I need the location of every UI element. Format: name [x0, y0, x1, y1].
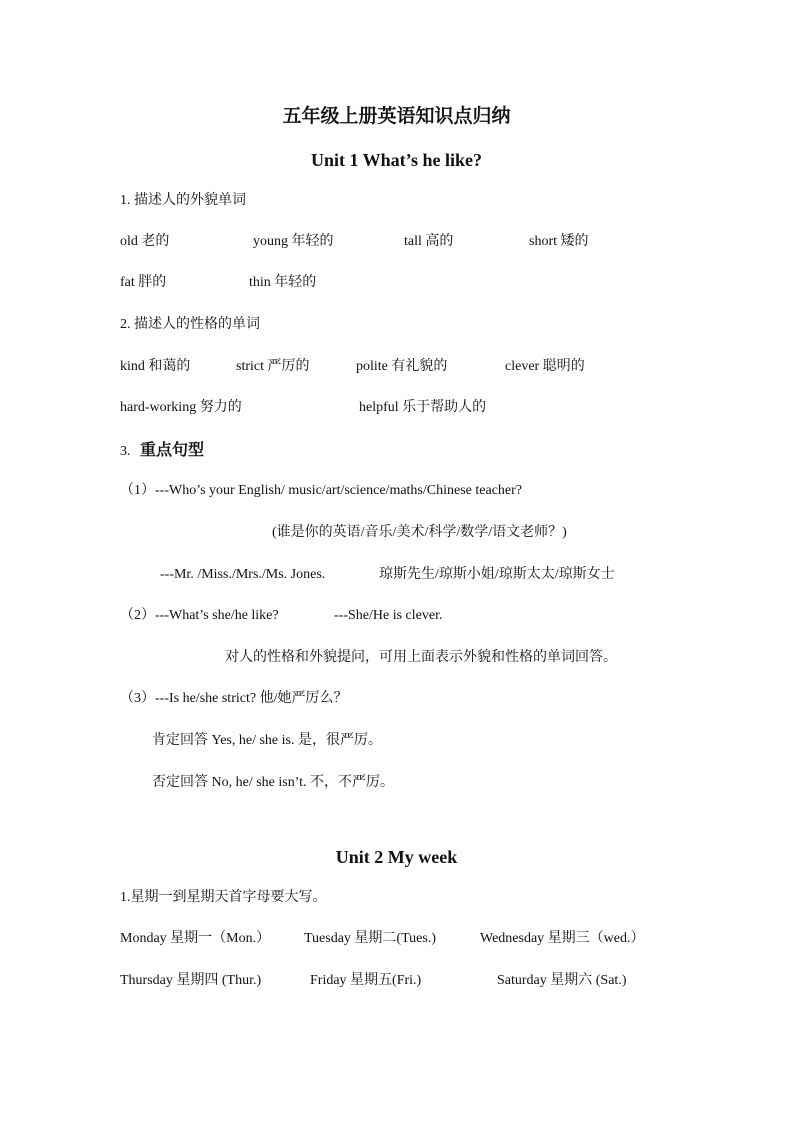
sentence3-yes-answer: 肯定回答 Yes, he/ she is. 是，很严厉。 — [152, 733, 382, 748]
sentence1-question: （1）---Who’s your English/ music/art/science/maths/Chinese teacher? — [120, 483, 522, 498]
sentence2-answer: ---She/He is clever. — [334, 608, 443, 623]
word-tall: tall 高的 — [404, 234, 454, 249]
day-friday: Friday 星期五(Fri.) — [310, 973, 422, 988]
sentence2-note: 对人的性格和外貌提问，可用上面表示外貌和性格的单词回答。 — [225, 650, 617, 665]
word-young: young 年轻的 — [253, 234, 334, 249]
section3-number: 3. — [120, 444, 131, 459]
day-tuesday: Tuesday 星期二(Tues.) — [304, 931, 436, 946]
word-clever: clever 聪明的 — [505, 359, 585, 374]
unit1-section3-heading — [120, 441, 204, 462]
word-strict: strict 严厉的 — [236, 359, 310, 374]
word-kind: kind 和蔼的 — [120, 359, 191, 374]
word-old: old 老的 — [120, 234, 170, 249]
page-title: 五年级上册英语知识点归纳 — [282, 106, 511, 127]
day-thursday: Thursday 星期四 (Thur.) — [120, 973, 262, 988]
sentence2-question: （2）---What’s she/he like? — [120, 608, 279, 623]
section3-label: 重点句型 — [140, 442, 205, 459]
sentence1-answer-en: ---Mr. /Miss./Mrs./Ms. Jones. — [160, 567, 326, 582]
unit1-heading: Unit 1 What’s he like? — [310, 150, 483, 170]
unit1-section2-heading: 2. 描述人的性格的单词 — [120, 317, 260, 332]
sentence1-answer-cn: 琼斯先生/琼斯小姐/琼斯太太/琼斯女士 — [379, 567, 615, 582]
word-short: short 矮的 — [529, 234, 589, 249]
day-wednesday: Wednesday 星期三（wed.） — [480, 931, 645, 946]
sentence3-no-answer: 否定回答 No, he/ she isn’t. 不，不严厉。 — [152, 775, 395, 790]
sentence1-translation: (谁是你的英语/音乐/美术/科学/数学/语文老师？) — [272, 525, 567, 540]
unit1-section1-heading: 1. 描述人的外貌单词 — [120, 193, 246, 208]
unit2-heading: Unit 2 My week — [335, 847, 458, 867]
unit2-section1-heading: 1.星期一到星期天首字母要大写。 — [120, 890, 327, 905]
word-fat: fat 胖的 — [120, 275, 167, 290]
sentence3-question: （3）---Is he/she strict? 他/她严厉么？ — [120, 691, 348, 706]
word-polite: polite 有礼貌的 — [356, 359, 448, 374]
day-monday: Monday 星期一（Mon.） — [120, 931, 271, 946]
word-helpful: helpful 乐于帮助人的 — [359, 400, 487, 415]
word-thin: thin 年轻的 — [249, 275, 317, 290]
word-hard-working: hard-working 努力的 — [120, 400, 242, 415]
day-saturday: Saturday 星期六 (Sat.) — [497, 973, 627, 988]
